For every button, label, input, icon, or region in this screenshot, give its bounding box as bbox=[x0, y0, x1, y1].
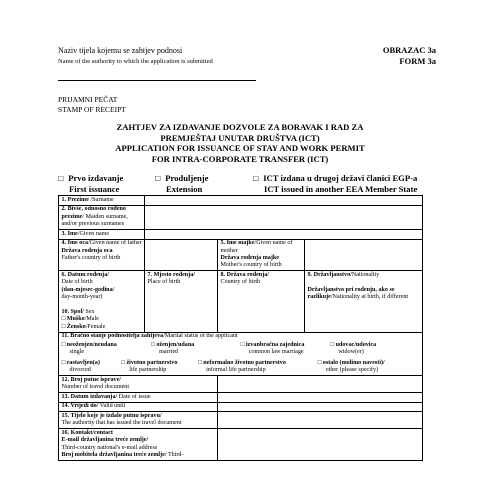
field-country-of-birth[interactable]: 8. Država rođenja/ Country of birth bbox=[218, 271, 305, 332]
field-father-input[interactable] bbox=[145, 239, 218, 271]
option-first-issuance-en: First issuance bbox=[69, 183, 120, 194]
field-valid-until-input[interactable] bbox=[218, 402, 423, 412]
row-maiden-surname bbox=[59, 205, 423, 229]
ms-divorced[interactable]: □ rastavljen(a) divorced bbox=[61, 359, 100, 374]
title-line-4: FOR INTRA-CORPORATE TRANSFER (ICT) bbox=[151, 153, 329, 164]
option-ict-other-state[interactable] bbox=[253, 173, 417, 194]
option-extension[interactable] bbox=[155, 173, 209, 194]
field-marital-status: 11. Bračno stanje podnositelja zahtjeva/Marital status of the applicant □ neoženjen/neudana single □ oženjen/udana married □ izvanbračna zajednica common law marriage □ udovac/udovica widow(er) □ rastavljen(a) divorced □ životno partnerstvo life partnership □ neformalno životno partnerstvo informal life partnership □ ostalo (molimo navesti)/ other (please specify) bbox=[59, 332, 423, 375]
receipt-stamp-label bbox=[58, 95, 126, 114]
row-issuing-authority bbox=[59, 412, 423, 429]
field-given-name-input[interactable] bbox=[145, 230, 423, 240]
field-date-of-birth[interactable]: 6. Datum rođenja/ Date of birth (dan-mjesec-godina/ day-month-year) 10. Spol/ Sex □ Muško/Male □ Žensko/Female bbox=[59, 271, 145, 332]
row-given-name bbox=[59, 230, 423, 240]
checkbox-female[interactable]: □ bbox=[61, 323, 66, 330]
row-contact bbox=[59, 429, 423, 461]
field-given-name-label: 3. Ime/Given name bbox=[59, 230, 145, 240]
option-ict-other-state-hr: ICT izdana u drugoj državi članici EGP-a bbox=[263, 173, 418, 183]
row-valid-until bbox=[59, 402, 423, 412]
checkbox-first-issuance[interactable]: □ bbox=[58, 173, 64, 183]
field-maiden-surname-input[interactable] bbox=[145, 205, 423, 229]
field-father-label: 4. Ime oca/Given name of father Država rođenja oca Father's country of birth bbox=[59, 239, 145, 271]
field-surname-input[interactable] bbox=[145, 196, 423, 206]
checkbox-extension[interactable]: □ bbox=[155, 173, 161, 183]
stamp-hr: PRIJAMNI PEČAT bbox=[58, 95, 118, 104]
ms-common-law[interactable]: □ izvanbračna zajednica common law marriage bbox=[240, 341, 305, 356]
form-number-hr: OBRAZAC 3a bbox=[382, 45, 436, 55]
field-travel-doc-number[interactable]: 12. Broj putne isprave/ Number of travel document bbox=[59, 376, 218, 393]
application-form-table bbox=[58, 195, 423, 461]
option-extension-en: Extension bbox=[166, 183, 203, 194]
field-place-of-birth[interactable]: 7. Mjesto rođenja/ Place of birth bbox=[145, 271, 218, 332]
field-issue-date[interactable]: 13. Datum izdavanja/ Date of issue bbox=[59, 393, 218, 403]
form-number bbox=[383, 45, 436, 67]
field-travel-doc-number-input[interactable] bbox=[218, 376, 423, 393]
field-contact-input[interactable] bbox=[218, 429, 423, 461]
ms-informal-partnership[interactable]: □ neformalno životno partnerstvo informal life partnership bbox=[198, 359, 286, 374]
ms-single[interactable]: □ neoženjen/neudana single bbox=[61, 341, 117, 356]
field-nationality[interactable]: 9. Državljanstvo/Nationality Državljanstvo pri rođenju, ako se razlikuje/Nationality at birth, if different bbox=[305, 271, 423, 332]
ms-life-partnership[interactable]: □ životno partnerstvo life partnership bbox=[121, 359, 178, 374]
ms-other[interactable]: □ ostalo (molimo navesti)/ other (please specify) bbox=[317, 359, 385, 374]
checkbox-male[interactable]: □ bbox=[61, 316, 66, 323]
row-issue-date bbox=[59, 393, 423, 403]
field-valid-until[interactable]: 14. Vrijedi do/ Valid until bbox=[59, 402, 218, 412]
field-contact[interactable]: 16. Kontakt/contact E-mail državljanina treće zemlje/ Third-country national's e-mail address Broj mobitela državljanina treće zemlje/ Third- bbox=[59, 429, 218, 461]
row-birth bbox=[59, 271, 423, 332]
field-issuing-authority[interactable]: 15. Tijelo koje je izdalo putnu ispravu/ The authority that has issued the travel document bbox=[59, 412, 218, 429]
title-line-3: APPLICATION FOR ISSUANCE OF STAY AND WORK PERMIT bbox=[115, 143, 365, 153]
title-line-2: PREMJEŠTAJ UNUTAR DRUŠTVA (ICT) bbox=[160, 132, 320, 143]
authority-label-en: Name of the authority to which the application is submitted bbox=[58, 58, 213, 65]
stamp-en: STAMP OF RECEIPT bbox=[58, 104, 126, 114]
checkbox-ict-other-state[interactable]: □ bbox=[253, 173, 259, 183]
authority-name-line[interactable] bbox=[58, 80, 256, 81]
field-surname-label: 1. Prezime /Surname bbox=[59, 196, 145, 206]
field-issue-date-input[interactable] bbox=[218, 393, 423, 403]
option-first-issuance[interactable] bbox=[58, 173, 123, 194]
title-line-1: ZAHTJEV ZA IZDAVANJE DOZVOLE ZA BORAVAK I RAD ZA bbox=[116, 122, 364, 132]
ms-widow[interactable]: □ udovac/udovica widow(er) bbox=[330, 341, 377, 356]
option-ict-other-state-en: ICT issued in another EEA Member State bbox=[264, 183, 418, 194]
field-issuing-authority-input[interactable] bbox=[218, 412, 423, 429]
row-marital-status bbox=[59, 332, 423, 375]
authority-label-hr: Naziv tijela kojemu se zahtjev podnosi bbox=[58, 46, 183, 55]
row-parents bbox=[59, 239, 423, 271]
option-first-issuance-hr: Prvo izdavanje bbox=[68, 173, 124, 183]
field-mother-label: 5. Ime majke/Given name of mother Država rođenja majke Mother's country of birth bbox=[218, 239, 305, 271]
row-surname bbox=[59, 196, 423, 206]
field-mother-input[interactable] bbox=[305, 239, 423, 271]
field-maiden-surname-label: 2. Bivše, odnosno rođeno prezime/ Maiden surname, and/or previous surnames bbox=[59, 205, 145, 229]
form-number-en: FORM 3a bbox=[399, 56, 436, 66]
authority-label bbox=[58, 45, 213, 67]
option-extension-hr: Produljenje bbox=[165, 173, 209, 183]
document-title bbox=[60, 122, 420, 164]
ms-married[interactable]: □ oženjen/udana married bbox=[151, 341, 195, 356]
row-travel-doc-number bbox=[59, 376, 423, 393]
